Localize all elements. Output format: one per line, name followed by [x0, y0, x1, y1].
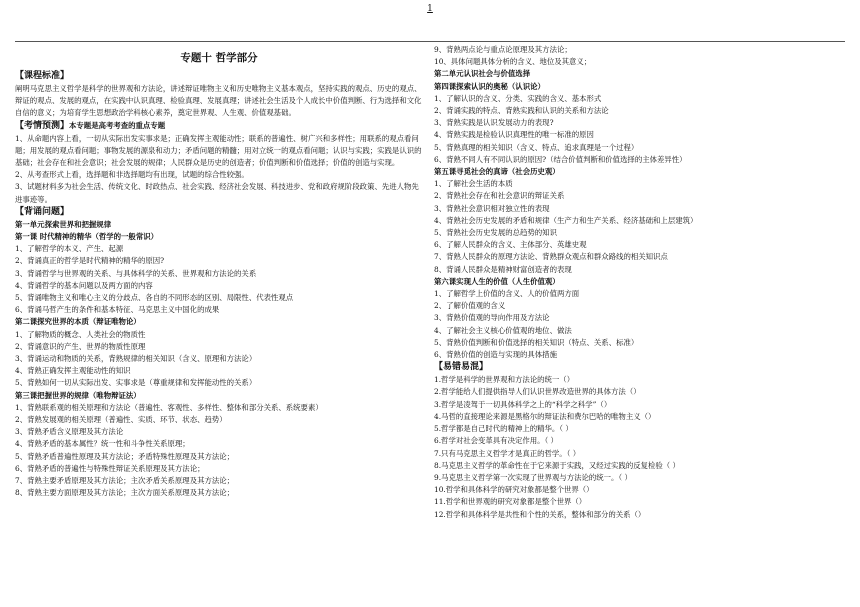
lesson-4-list	[434, 93, 844, 166]
list-item: 2、背诵实践的特点、背熟实践和认识的关系和方法论	[434, 106, 609, 116]
list-item: 5、背熟价值判断和价值选择的相关知识（特点、关系、标准）	[434, 337, 639, 347]
list-item: 6、背熟矛盾的普遍性与特殊性辩证关系原理及其方法论；	[15, 463, 205, 473]
list-item: 3、背熟实践是认识发展动力的表现?	[434, 118, 554, 128]
list-item: 4、背熟正确发挥主观能动性的知识	[15, 366, 131, 376]
standard-text: 阐明马克思主义哲学是科学的世界观和方法论，讲述辩证唯物主义和历史唯物主义基本观点，坚持实践的观点、历史的观点、辩证的观点、发展的观点，在实践中认识真理、检验真理、发展真理；讲述社会生活及个人成长中价值判断、行为选择和文化自信的意义；为培育学生思想政治学科核心素养，奠定世界观、人生观、价值观基础。	[15, 84, 422, 118]
list-item: 7、背熟主要矛盾原理及其方法论；主次矛盾关系原理及其方法论；	[15, 476, 235, 486]
list-item: 5、背熟真理的相关知识（含义、特点、追求真理是一个过程）	[434, 142, 639, 152]
list-item: 4、背诵哲学的基本问题以及两方面的内容	[15, 280, 153, 290]
list-item: 1、了解哲学的本义、产生、起源	[15, 244, 124, 254]
lesson-1-heading: 第一课 时代精神的精华（哲学的一般常识）	[15, 232, 158, 242]
forecast-item: 3、试题材料多为社会生活、传统文化、时政热点、社会实践、经济社会发展、科技进步、党和政府规阶段政策、先进人物先进事迹等。	[15, 182, 419, 204]
unit-2-heading: 第二单元认识社会与价值选择	[434, 69, 531, 79]
forecast-heading-line	[15, 120, 423, 133]
list-item: 6.哲学对社会变革具有决定作用。（ ）	[434, 436, 558, 446]
continued-list	[434, 44, 844, 68]
lesson-6-list	[434, 288, 844, 361]
list-item: 1、了解物质的概念、人类社会的物质性	[15, 329, 146, 339]
list-item: 10、具体问题具体分析的含义、地位及其意义；	[434, 57, 592, 67]
list-item: 6、背诵马哲产生的条件和基本特征、马克思主义中国化的成果	[15, 305, 220, 315]
lesson-1-list	[15, 243, 423, 316]
list-item: 1、了解社会生活的本质	[434, 179, 513, 189]
list-item: 7、背熟人民群众的原理方法论、背熟群众观点和群众路线的相关知识点	[434, 252, 668, 262]
list-item: 2、背诵意识的产生、世界的物质性原理	[15, 341, 146, 351]
list-item: 3、背诵哲学与世界观的关系、与具体科学的关系、世界观和方法论的关系	[15, 268, 257, 278]
list-item: 3、背熟价值观的导向作用及方法论	[434, 313, 550, 323]
list-item: 5.哲学都是自己时代的精神上的精华。（ ）	[434, 424, 573, 434]
list-item: 8.马克思主义哲学的革命性在于它来源于实践，又经过实践的反复检验（ ）	[434, 460, 680, 470]
list-item: 1、了解哲学上价值的含义、人的价值两方面	[434, 289, 580, 299]
list-item: 5、背熟如何一切从实际出发、实事求是（尊重规律和发挥能动性的关系）	[15, 378, 257, 388]
list-item: 6、背熟不同人有不同认识的原因?（结合价值判断和价值选择的主体差异性）	[434, 154, 687, 164]
forecast-heading-tail: 本专题是高考考查的重点专题	[69, 120, 166, 130]
list-item: 3、背熟矛盾含义原理及其方法论	[15, 427, 124, 437]
page-number: 1	[427, 4, 433, 14]
lesson-3-heading: 第三课把握世界的规律（唯物辩证法）	[15, 390, 141, 400]
lesson-5-list	[434, 178, 844, 276]
list-item: 1、背熟联系观的相关原理和方法论（普遍性、客观性、多样性、整体和部分关系、系统要素）	[15, 402, 323, 412]
list-item: 1.哲学是科学的世界观和方法论的统一（）	[434, 375, 575, 385]
left-column	[15, 44, 423, 500]
list-item: 7.只有马克思主义哲学才是真正的哲学。（ ）	[434, 448, 581, 458]
list-item: 8、背诵人民群众是精神财富创造者的表现	[434, 264, 572, 274]
list-item: 1、了解认识的含义、分类、实践的含义、基本形式	[434, 93, 602, 103]
lesson-2-heading: 第二课探究世界的本质（辩证唯物论）	[15, 317, 141, 327]
list-item: 4、背熟社会历史发展的矛盾和规律（生产力和生产关系、经济基础和上层建筑）	[434, 215, 698, 225]
list-item: 2.哲学能给人们提供指导人们认识世界改造世界的具体方法（）	[434, 387, 641, 397]
list-item: 9、背熟两点论与重点论原理及其方法论；	[434, 45, 572, 54]
lesson-4-heading: 第四课探索认识的奥秘（认识论）	[434, 81, 545, 91]
right-column	[434, 44, 844, 521]
list-item: 3、背熟社会意识相对独立性的表现	[434, 203, 550, 213]
list-item: 2、了解价值观的含义	[434, 301, 506, 311]
forecast-item: 1、从命题内容上看，一切从实际出发实事求是；正确发挥主观能动性；联系的普遍性、树广兴和多样性；用联系的观点看问题；用发展的观点看问题；事物发展的源泉和动力；矛盾问题的精髓；用对立统一的观点看问题；认识与实践；实践是认识的基础；社会存在和社会意识；社会发展的规律；人民群众是历史的创造者；价值判断和价值选择；价值的创造与实现。	[15, 133, 422, 168]
list-item: 5、背诵唯物主义和唯心主义的分歧点、各自的不同形态的区别、局限性、代表性观点	[15, 293, 294, 303]
standard-heading: 【课程标准】	[15, 71, 70, 81]
header-rule	[15, 41, 845, 42]
list-item: 5、背熟矛盾普遍性原理及其方法论；矛盾特殊性原理及其方法论；	[15, 451, 235, 461]
document-title: 专题十 哲学部分	[180, 52, 258, 64]
lesson-6-heading: 第六课实现人生的价值（人生价值观）	[434, 276, 560, 286]
list-item: 9.马克思主义哲学第一次实现了世界观与方法论的统一。（ ）	[434, 472, 632, 482]
list-item: 4、背熟实践是检验认识真理性的唯一标准的原因	[434, 130, 594, 140]
list-item: 5、背熟社会历史发展的总趋势的知识	[434, 228, 557, 238]
unit-1-heading: 第一单元探索世界和把握规律	[15, 219, 112, 229]
forecast-heading: 【考情预测】	[15, 120, 70, 131]
confuse-list	[434, 374, 844, 520]
lesson-2-list	[15, 329, 423, 390]
list-item: 2、背诵真正的哲学是时代精神的精华的原因?	[15, 256, 165, 266]
lesson-5-heading: 第五课寻觅社会的真谛（社会历史观）	[434, 167, 560, 177]
list-item: 12.哲学和具体科学是共性和个性的关系，整体和部分的关系（）	[434, 509, 646, 519]
list-item: 2、背熟社会存在和社会意识的辩证关系	[434, 191, 565, 201]
list-item: 6、了解人民群众的含义、主体部分、英雄史观	[434, 240, 587, 250]
list-item: 4.马哲的直接理论来源是黑格尔的辩证法和费尔巴哈的唯物主义（）	[434, 411, 656, 421]
list-item: 10.哲学和具体科学的研究对象都是整个世界（）	[434, 485, 594, 495]
list-item: 3、背诵运动和物质的关系，背熟规律的相关知识（含义、原理和方法论）	[15, 354, 257, 364]
list-item: 4、了解社会主义核心价值观的地位、做法	[434, 325, 572, 335]
list-item: 11.哲学和世界观的研究对象都是整个世界（）	[434, 497, 587, 507]
confuse-heading: 【易错易混】	[434, 362, 489, 373]
lesson-3-list	[15, 402, 423, 500]
list-item: 8、背熟主要方面原理及其方法论；主次方面关系原理及其方法论；	[15, 488, 235, 498]
list-item: 3.哲学是凌驾于一切具体科学之上的“科学之科学”（）	[434, 399, 612, 409]
forecast-item: 2、从考查形式上看，选择题和非选择题均有出现，试题的综合性较强。	[15, 170, 249, 180]
list-item: 4、背熟矛盾的基本属性？统一性和斗争性关系原理；	[15, 439, 190, 449]
recite-heading: 【背诵问题】	[15, 206, 70, 217]
list-item: 6、背熟价值的创造与实现的具体措施	[434, 350, 557, 360]
list-item: 2、背熟发展观的相关原理（普遍性、实质、环节、状态、趋势）	[15, 415, 227, 425]
